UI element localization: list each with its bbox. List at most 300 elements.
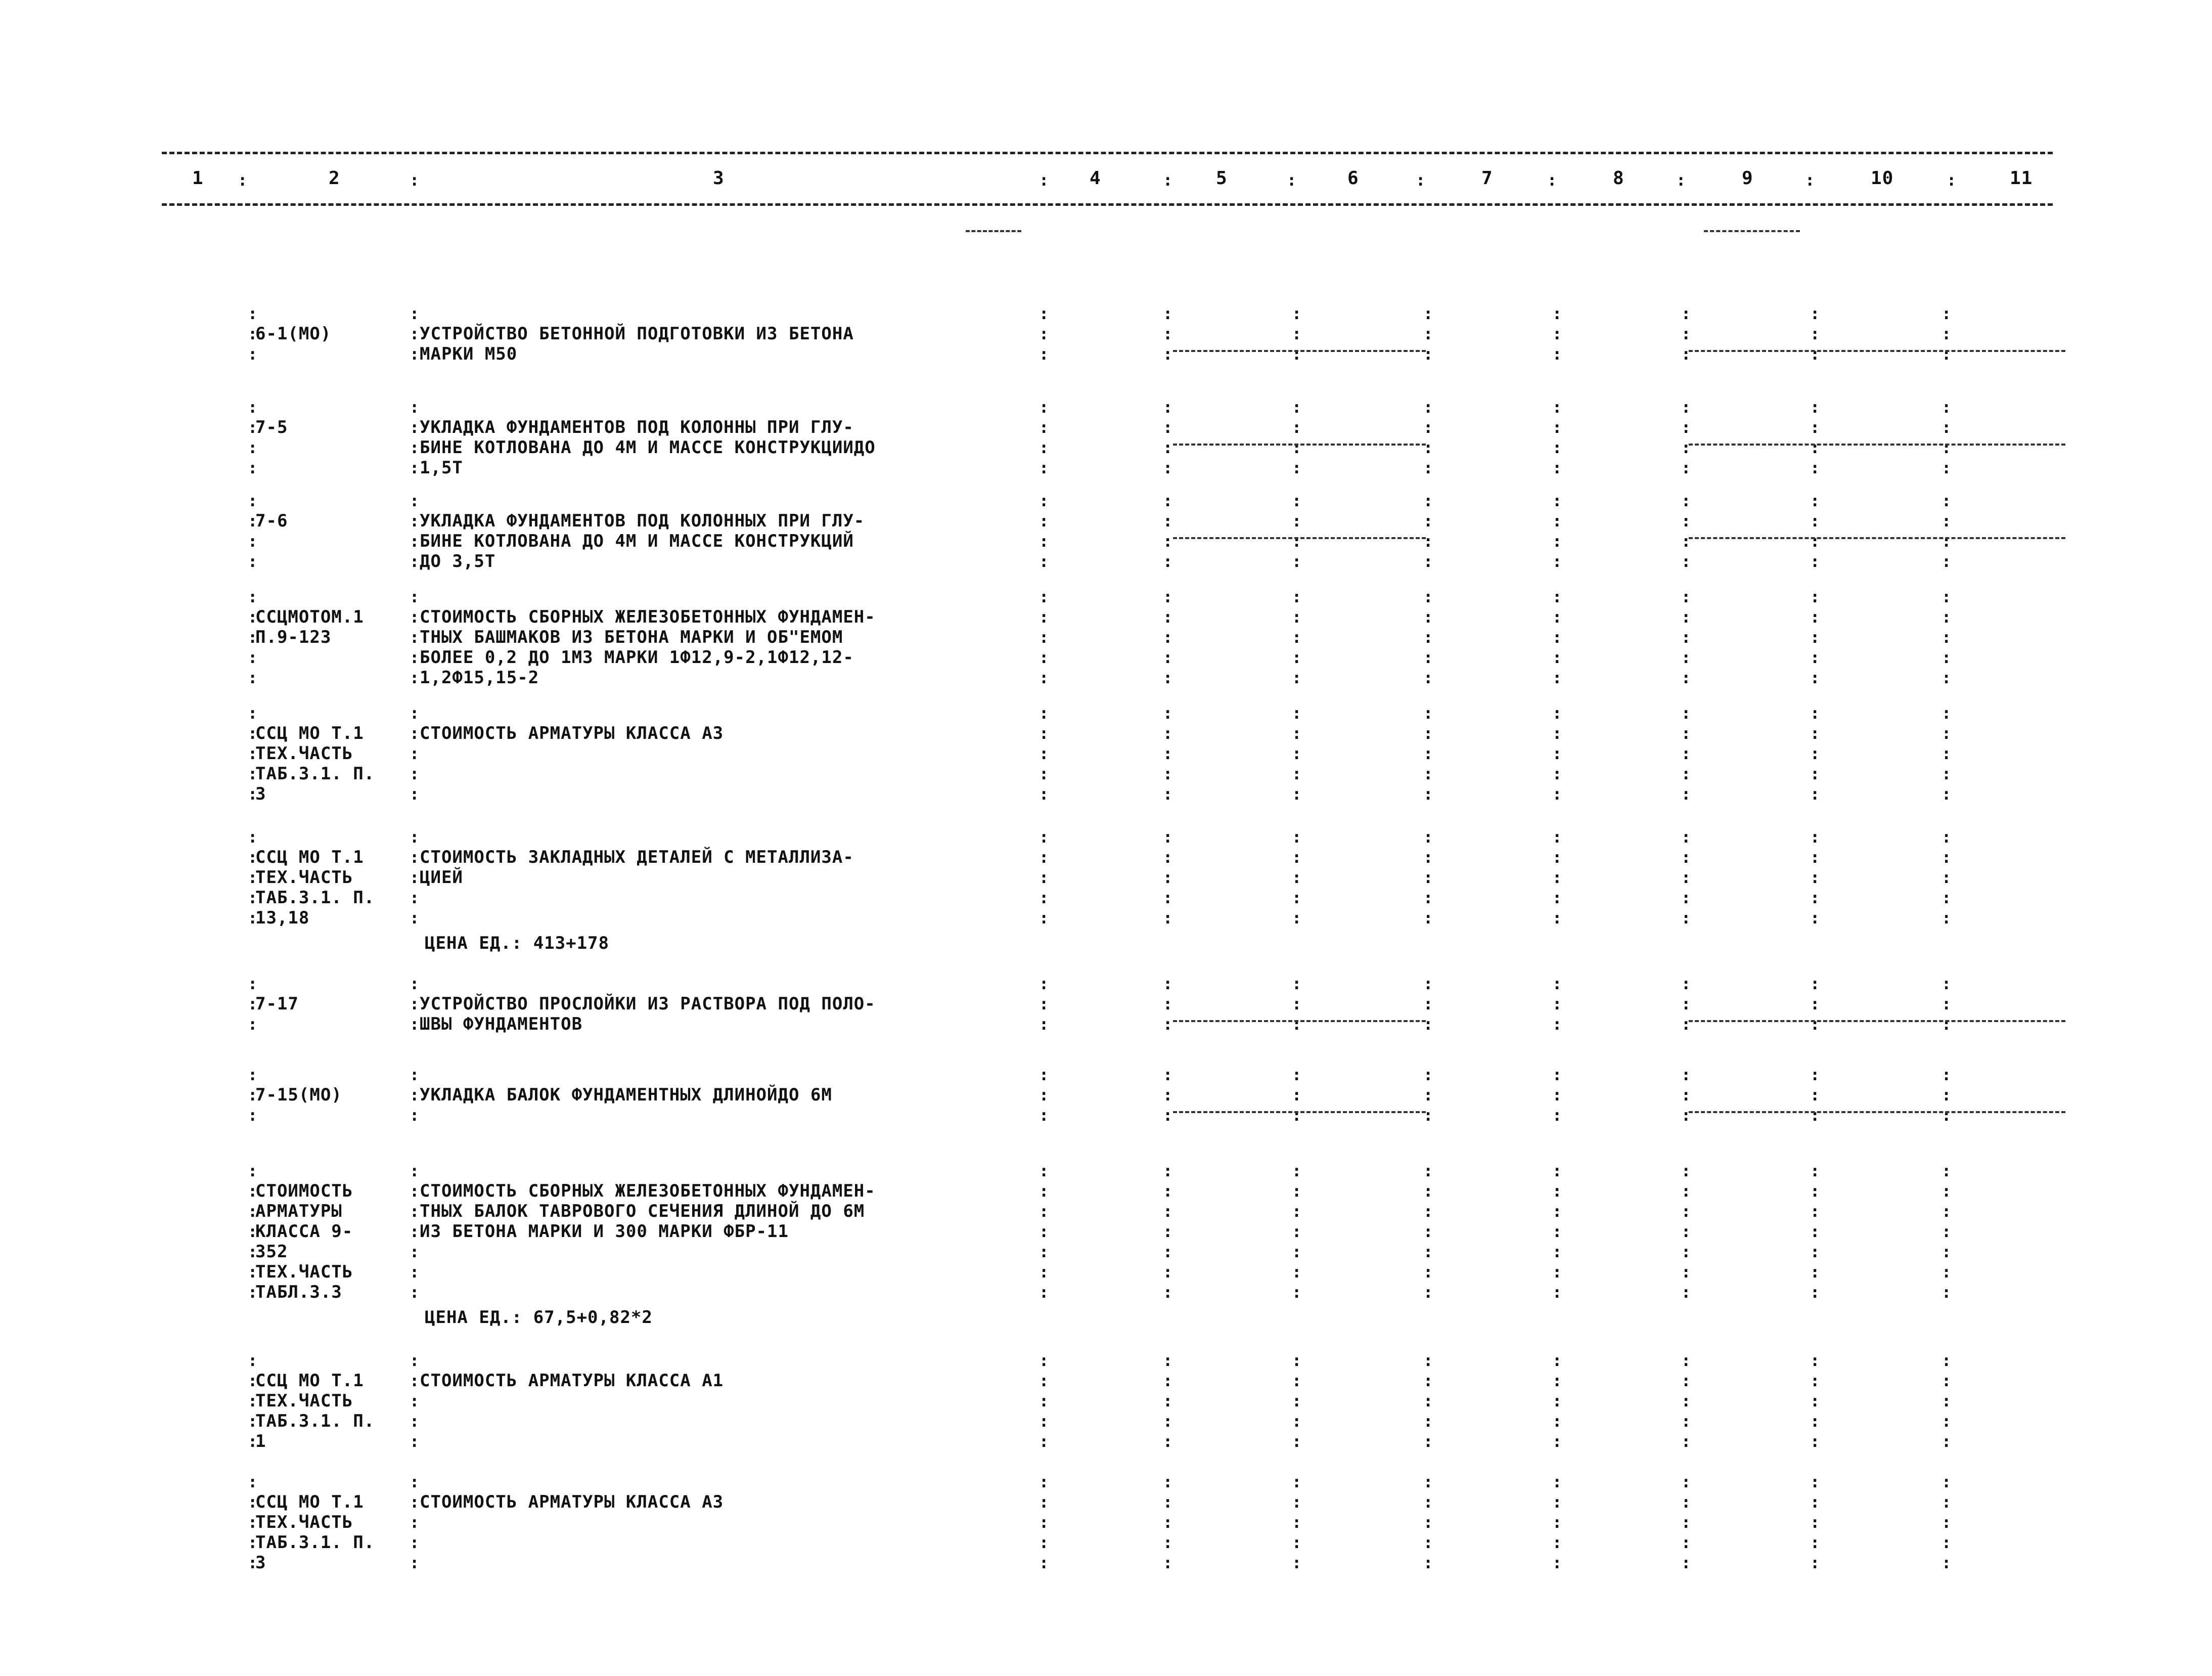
column-separator: : (1292, 1181, 1302, 1201)
column-separator: : (1039, 418, 1049, 437)
column-separator: : (248, 1085, 258, 1105)
header-separator: : (1039, 170, 1049, 190)
column-separator: : (1039, 324, 1049, 343)
column-separator: : (1423, 1262, 1433, 1282)
column-separator: : (1039, 827, 1049, 847)
column-header-8: 8 (1613, 168, 1624, 189)
row-description: СТОИМОСТЬ ЗАКЛАДНЫХ ДЕТАЛЕЙ С МЕТАЛЛИЗА- (420, 847, 854, 867)
column-separator: : (1552, 703, 1562, 723)
column-separator: : (1292, 1242, 1302, 1261)
column-separator: : (1681, 1065, 1691, 1084)
row-code: ССЦМОТОМ.1 (255, 607, 364, 627)
column-separator: : (1681, 1371, 1691, 1390)
column-separator: : (1039, 974, 1049, 993)
row-code: ТЕХ.ЧАСТЬ (255, 1391, 353, 1411)
column-separator: : (1039, 1222, 1049, 1241)
column-separator: : (1423, 628, 1433, 647)
column-separator: : (1681, 1262, 1691, 1282)
column-separator: : (1039, 888, 1049, 907)
column-separator: : (1552, 1161, 1562, 1180)
column-separator: : (1552, 994, 1562, 1013)
column-separator: : (1810, 744, 1820, 763)
column-separator: : (1423, 324, 1433, 343)
column-separator: : (248, 744, 258, 763)
column-separator: : (1681, 703, 1691, 723)
column-separator: : (1942, 668, 1952, 687)
row-code: ССЦ МО Т.1 (255, 723, 364, 743)
column-separator: : (1292, 1015, 1302, 1034)
column-separator: : (248, 764, 258, 783)
column-separator: : (1810, 784, 1820, 804)
column-separator: : (410, 1015, 420, 1034)
column-separator: : (1292, 724, 1302, 743)
column-separator: : (1292, 304, 1302, 323)
column-separator: : (1552, 1432, 1562, 1451)
column-separator: : (248, 532, 258, 551)
column-separator: : (1942, 398, 1952, 417)
column-separator: : (1681, 994, 1691, 1013)
column-separator: : (1552, 1085, 1562, 1105)
column-separator: : (410, 1202, 420, 1221)
column-separator: : (1163, 438, 1173, 457)
column-separator: : (1810, 344, 1820, 364)
column-separator: : (1423, 668, 1433, 687)
column-separator: : (1942, 784, 1952, 804)
header-separator: : (1676, 170, 1686, 190)
column-separator: : (1163, 1222, 1173, 1241)
row-description: СТОИМОСТЬ АРМАТУРЫ КЛАССА А3 (420, 1492, 724, 1512)
column-separator: : (1810, 324, 1820, 343)
column-separator: : (1942, 974, 1952, 993)
column-separator: : (1163, 648, 1173, 667)
column-separator: : (1552, 438, 1562, 457)
column-separator: : (1039, 304, 1049, 323)
column-separator: : (410, 1283, 420, 1302)
column-separator: : (1552, 418, 1562, 437)
column-separator: : (248, 587, 258, 606)
column-separator: : (1423, 304, 1433, 323)
column-separator: : (410, 628, 420, 647)
column-separator: : (1039, 1181, 1049, 1201)
header-separator: : (1416, 170, 1426, 190)
column-separator: : (1423, 1202, 1433, 1221)
column-separator: : (1810, 418, 1820, 437)
column-separator: : (1163, 784, 1173, 804)
column-separator: : (1163, 587, 1173, 606)
column-separator: : (1163, 1553, 1173, 1572)
column-separator: : (1552, 1391, 1562, 1410)
subtotal-rule (1173, 1111, 1426, 1113)
column-header-5: 5 (1216, 168, 1228, 189)
column-separator: : (1552, 848, 1562, 867)
subtotal-rule (1689, 1111, 2065, 1113)
column-separator: : (1163, 764, 1173, 783)
column-separator: : (1552, 344, 1562, 364)
row-code: ТЕХ.ЧАСТЬ (255, 1512, 353, 1532)
column-separator: : (1942, 648, 1952, 667)
column-separator: : (248, 888, 258, 907)
column-header-10: 10 (1871, 168, 1894, 189)
column-separator: : (1039, 398, 1049, 417)
column-separator: : (410, 1513, 420, 1532)
column-separator: : (1552, 491, 1562, 510)
column-separator: : (1942, 1106, 1952, 1125)
column-separator: : (410, 764, 420, 783)
column-separator: : (1163, 668, 1173, 687)
column-separator: : (1292, 703, 1302, 723)
column-separator: : (1552, 458, 1562, 477)
column-separator: : (1681, 724, 1691, 743)
column-separator: : (1292, 1262, 1302, 1282)
column-separator: : (1552, 324, 1562, 343)
column-separator: : (1681, 458, 1691, 477)
column-separator: : (248, 607, 258, 627)
column-separator: : (1681, 1412, 1691, 1431)
column-separator: : (1039, 1351, 1049, 1370)
column-separator: : (1292, 324, 1302, 343)
column-separator: : (410, 324, 420, 343)
column-separator: : (1039, 764, 1049, 783)
column-separator: : (1810, 1222, 1820, 1241)
column-separator: : (1552, 888, 1562, 907)
column-separator: : (1942, 764, 1952, 783)
column-separator: : (1423, 764, 1433, 783)
column-separator: : (1163, 1351, 1173, 1370)
row-code: СТОИМОСТЬ (255, 1181, 353, 1201)
column-separator: : (1942, 418, 1952, 437)
column-separator: : (410, 1492, 420, 1512)
column-separator: : (1292, 744, 1302, 763)
header-separator: : (1163, 170, 1173, 190)
column-header-9: 9 (1742, 168, 1753, 189)
subtotal-rule (1173, 1020, 1426, 1022)
column-separator: : (1552, 511, 1562, 531)
header-rule-top (162, 152, 2053, 154)
column-header-11: 11 (2010, 168, 2033, 189)
column-separator: : (1039, 607, 1049, 627)
column-separator: : (1552, 974, 1562, 993)
column-separator: : (1163, 908, 1173, 928)
column-separator: : (1810, 974, 1820, 993)
column-separator: : (410, 304, 420, 323)
column-separator: : (1423, 1242, 1433, 1261)
row-description: УКЛАДКА БАЛОК ФУНДАМЕНТНЫХ ДЛИНОЙДО 6М (420, 1085, 832, 1105)
column-separator: : (248, 848, 258, 867)
column-separator: : (1163, 1472, 1173, 1491)
column-header-3: 3 (713, 168, 725, 189)
column-separator: : (1423, 511, 1433, 531)
column-separator: : (1552, 1513, 1562, 1532)
column-separator: : (1423, 344, 1433, 364)
column-separator: : (1423, 1553, 1433, 1572)
row-code: ССЦ МО Т.1 (255, 1371, 364, 1391)
column-separator: : (1039, 587, 1049, 606)
column-separator: : (1681, 552, 1691, 571)
column-separator: : (1423, 587, 1433, 606)
column-separator: : (1810, 1262, 1820, 1282)
column-separator: : (248, 1106, 258, 1125)
column-separator: : (248, 1472, 258, 1491)
row-description: ТНЫХ БАШМАКОВ ИЗ БЕТОНА МАРКИ И ОБ"ЕМОМ (420, 627, 843, 647)
column-separator: : (1942, 1015, 1952, 1034)
column-separator: : (1810, 438, 1820, 457)
column-separator: : (248, 398, 258, 417)
column-separator: : (1552, 1412, 1562, 1431)
column-separator: : (410, 398, 420, 417)
column-separator: : (1163, 1262, 1173, 1282)
row-code: ССЦ МО Т.1 (255, 847, 364, 867)
column-separator: : (1292, 438, 1302, 457)
column-separator: : (1423, 888, 1433, 907)
header-rule-bottom (162, 203, 2053, 206)
column-separator: : (410, 1181, 420, 1201)
column-separator: : (1292, 1412, 1302, 1431)
header-separator: : (1947, 170, 1957, 190)
row-code: 7-6 (255, 511, 288, 531)
row-description: ЦИЕЙ (420, 867, 463, 888)
column-separator: : (1292, 1202, 1302, 1221)
row-description: БИНЕ КОТЛОВАНА ДО 4М И МАССЕ КОНСТРУКЦИЙ (420, 531, 854, 551)
column-separator: : (1292, 458, 1302, 477)
column-separator: : (1681, 1202, 1691, 1221)
column-separator: : (410, 511, 420, 531)
column-separator: : (1942, 1222, 1952, 1241)
column-separator: : (410, 418, 420, 437)
column-separator: : (1681, 668, 1691, 687)
column-separator: : (1942, 552, 1952, 571)
column-separator: : (1810, 908, 1820, 928)
price-note: ЦЕНА ЕД.: 413+178 (425, 933, 609, 953)
column-separator: : (1942, 994, 1952, 1013)
column-separator: : (1292, 532, 1302, 551)
column-separator: : (410, 1222, 420, 1241)
column-separator: : (1163, 628, 1173, 647)
column-separator: : (1292, 1533, 1302, 1552)
column-separator: : (1810, 628, 1820, 647)
column-separator: : (1552, 724, 1562, 743)
column-separator: : (1810, 1391, 1820, 1410)
column-separator: : (410, 744, 420, 763)
column-separator: : (410, 1553, 420, 1572)
column-separator: : (410, 1371, 420, 1390)
column-separator: : (1039, 1242, 1049, 1261)
row-code: ТЕХ.ЧАСТЬ (255, 1262, 353, 1282)
row-description: СТОИМОСТЬ АРМАТУРЫ КЛАССА А3 (420, 723, 724, 743)
column-separator: : (1942, 1371, 1952, 1390)
column-separator: : (1039, 511, 1049, 531)
column-separator: : (1552, 1222, 1562, 1241)
column-separator: : (248, 552, 258, 571)
column-separator: : (410, 1412, 420, 1431)
column-separator: : (1681, 1242, 1691, 1261)
subtotal-rule (1689, 1020, 2065, 1022)
column-separator: : (1552, 1181, 1562, 1201)
column-separator: : (248, 994, 258, 1013)
column-separator: : (1942, 324, 1952, 343)
column-separator: : (1810, 1065, 1820, 1084)
column-separator: : (1810, 1242, 1820, 1261)
column-separator: : (1039, 668, 1049, 687)
column-separator: : (1942, 1242, 1952, 1261)
column-separator: : (1681, 888, 1691, 907)
column-separator: : (1423, 848, 1433, 867)
column-separator: : (1039, 1492, 1049, 1512)
column-separator: : (248, 491, 258, 510)
column-separator: : (1552, 398, 1562, 417)
column-separator: : (1163, 552, 1173, 571)
column-separator: : (1942, 1161, 1952, 1180)
column-separator: : (1681, 908, 1691, 928)
column-separator: : (1552, 784, 1562, 804)
column-separator: : (1039, 1283, 1049, 1302)
subtotal-rule (1689, 350, 2065, 352)
column-separator: : (1810, 1513, 1820, 1532)
column-separator: : (410, 1085, 420, 1105)
column-separator: : (248, 1513, 258, 1532)
column-separator: : (1039, 552, 1049, 571)
column-separator: : (248, 974, 258, 993)
column-separator: : (1039, 744, 1049, 763)
column-separator: : (248, 827, 258, 847)
column-separator: : (1681, 438, 1691, 457)
column-separator: : (248, 1202, 258, 1221)
column-separator: : (410, 1161, 420, 1180)
row-code: ТЕХ.ЧАСТЬ (255, 867, 353, 888)
column-separator: : (1810, 764, 1820, 783)
column-separator: : (1039, 784, 1049, 804)
column-separator: : (1810, 511, 1820, 531)
column-separator: : (1681, 744, 1691, 763)
row-description: УСТРОЙСТВО ПРОСЛОЙКИ ИЗ РАСТВОРА ПОД ПОЛО- (420, 994, 876, 1014)
column-separator: : (1423, 1391, 1433, 1410)
column-separator: : (1292, 908, 1302, 928)
column-separator: : (1423, 868, 1433, 887)
column-separator: : (410, 491, 420, 510)
column-separator: : (248, 438, 258, 457)
column-separator: : (1681, 418, 1691, 437)
column-separator: : (410, 703, 420, 723)
row-code: ТАБ.3.1. П. (255, 888, 375, 908)
column-separator: : (1163, 868, 1173, 887)
column-separator: : (1163, 304, 1173, 323)
column-separator: : (1810, 868, 1820, 887)
column-separator: : (1810, 491, 1820, 510)
column-separator: : (1292, 888, 1302, 907)
column-separator: : (1942, 1065, 1952, 1084)
column-separator: : (1810, 1351, 1820, 1370)
column-separator: : (1039, 344, 1049, 364)
column-separator: : (1163, 1533, 1173, 1552)
row-code: 3 (255, 1553, 266, 1573)
column-separator: : (1163, 1492, 1173, 1512)
header-separator: : (1805, 170, 1815, 190)
column-separator: : (248, 1391, 258, 1410)
column-separator: : (1423, 1283, 1433, 1302)
column-separator: : (1552, 628, 1562, 647)
column-separator: : (1552, 764, 1562, 783)
column-separator: : (1163, 1412, 1173, 1431)
column-separator: : (1039, 1262, 1049, 1282)
column-separator: : (410, 994, 420, 1013)
column-separator: : (1942, 491, 1952, 510)
column-separator: : (1942, 724, 1952, 743)
column-separator: : (1552, 1262, 1562, 1282)
column-separator: : (410, 1242, 420, 1261)
column-separator: : (410, 1533, 420, 1552)
column-separator: : (1810, 552, 1820, 571)
subtotal-rule (1173, 537, 1426, 539)
column-separator: : (1039, 1533, 1049, 1552)
column-separator: : (410, 848, 420, 867)
column-separator: : (1039, 994, 1049, 1013)
column-separator: : (1810, 1492, 1820, 1512)
column-separator: : (1039, 1553, 1049, 1572)
column-separator: : (1681, 511, 1691, 531)
column-separator: : (1039, 1161, 1049, 1180)
column-separator: : (248, 344, 258, 364)
column-separator: : (410, 458, 420, 477)
column-separator: : (410, 607, 420, 627)
column-separator: : (1552, 744, 1562, 763)
column-separator: : (1163, 1283, 1173, 1302)
column-separator: : (1039, 1371, 1049, 1390)
column-separator: : (1423, 1222, 1433, 1241)
column-separator: : (1163, 1085, 1173, 1105)
column-separator: : (248, 868, 258, 887)
column-separator: : (1292, 491, 1302, 510)
column-separator: : (1039, 848, 1049, 867)
column-separator: : (1423, 827, 1433, 847)
column-separator: : (1810, 1472, 1820, 1491)
column-separator: : (1292, 1513, 1302, 1532)
column-separator: : (1163, 1242, 1173, 1261)
column-separator: : (1942, 1391, 1952, 1410)
column-separator: : (1552, 1553, 1562, 1572)
column-separator: : (1423, 1513, 1433, 1532)
column-separator: : (1681, 1513, 1691, 1532)
column-separator: : (410, 1351, 420, 1370)
column-separator: : (1552, 1065, 1562, 1084)
column-separator: : (1810, 827, 1820, 847)
column-separator: : (248, 1283, 258, 1302)
column-separator: : (1681, 344, 1691, 364)
column-separator: : (1681, 1492, 1691, 1512)
column-separator: : (1292, 1351, 1302, 1370)
column-separator: : (1810, 648, 1820, 667)
column-separator: : (1681, 628, 1691, 647)
row-code: КЛАССА 9- (255, 1221, 353, 1242)
column-separator: : (1039, 1202, 1049, 1221)
row-code: П.9-123 (255, 627, 332, 647)
row-description: СТОИМОСТЬ СБОРНЫХ ЖЕЛЕЗОБЕТОННЫХ ФУНДАМЕН- (420, 1181, 876, 1201)
row-description: ТНЫХ БАЛОК ТАВРОВОГО СЕЧЕНИЯ ДЛИНОЙ ДО 6М (420, 1201, 865, 1221)
column-separator: : (1423, 1106, 1433, 1125)
column-separator: : (248, 1181, 258, 1201)
column-separator: : (1292, 1065, 1302, 1084)
column-separator: : (1292, 398, 1302, 417)
column-separator: : (248, 784, 258, 804)
column-separator: : (1423, 648, 1433, 667)
column-separator: : (1163, 888, 1173, 907)
column-separator: : (1163, 491, 1173, 510)
column-separator: : (1163, 1161, 1173, 1180)
column-separator: : (1292, 1432, 1302, 1451)
column-separator: : (1942, 1432, 1952, 1451)
row-description: СТОИМОСТЬ СБОРНЫХ ЖЕЛЕЗОБЕТОННЫХ ФУНДАМЕН- (420, 607, 876, 627)
column-separator: : (1942, 703, 1952, 723)
row-description: УСТРОЙСТВО БЕТОННОЙ ПОДГОТОВКИ ИЗ БЕТОНА (420, 324, 854, 344)
column-separator: : (1681, 1161, 1691, 1180)
